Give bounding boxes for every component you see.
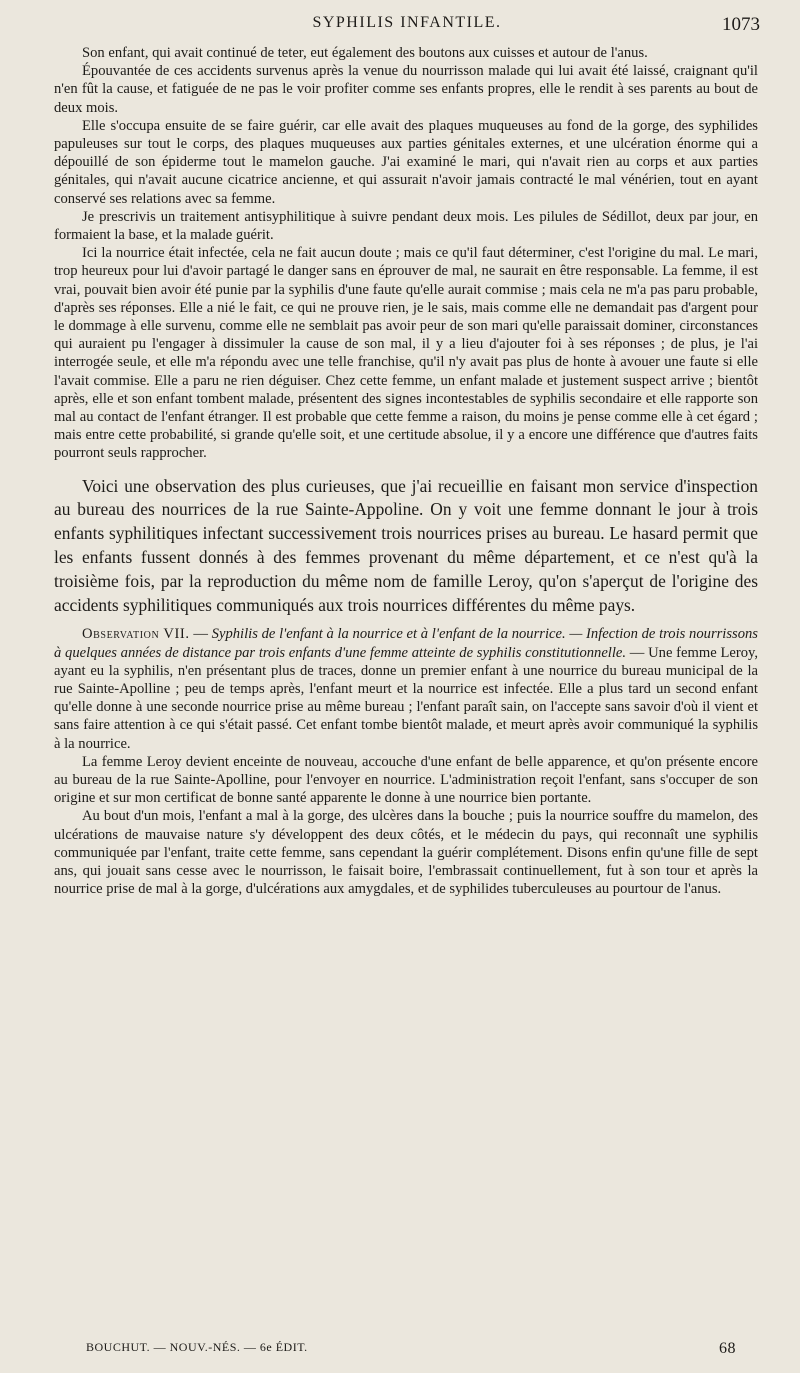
observation-text: — Une femme Leroy, ayant eu la syphilis, n'en présentant plus de traces, donne un premier enfant à une nourrice du bureau municipal de la rue Sainte-Apolline ; peu de temps après, l'enfant meurt et la nourrice est infectée. Elle a plus tard un second enfant qu'elle donne à une seconde nourrice prise au même bureau ; l'enfant paraît sain, on l'accepte sans savoir d'où il vient et sans faire attention à ce qui s'était passé. Cet enfant tombe bientôt malade, et meurt après avoir communiqué la syphilis à la nourrice. [54,644,758,752]
footer-imprint: BOUCHUT. — NOUV.-NÉS. — 6e ÉDIT. [86,1340,308,1354]
intro-paragraph: Voici une observation des plus curieuses, que j'ai recueillie en faisant mon service d'inspection au bureau des nourrices de la rue Sainte-Appoline. On y voit une femme donnant le jour à trois enfants syphilitiques infectant successivement trois nourrices prises au bureau. Le hasard permit que les enfants fussent donnés à des femmes provenant du même département, et ce n'est qu'à la troisième fois, par la reproduction du même nom de famille Leroy, qu'on s'aperçut de l'origine des accidents syphilitiques communiqués aux trois nourrices différentes du même pays. [54,475,758,615]
case-narrative [54,44,758,463]
paragraph: Je prescrivis un traitement antisyphilitique à suivre pendant deux mois. Les pilules de Sédillot, deux par jour, en formaient la base, et la malade guérit. [54,208,758,244]
page-header [54,14,760,40]
paragraph: Au bout d'un mois, l'enfant a mal à la gorge, des ulcères dans la bouche ; puis la nourrice souffre du mamelon, des ulcérations de mauvaise nature s'y développent des deux côtés, et le médecin du pays, qui reconnaît une syphilis communiquée par l'enfant, traite cette femme, sans cependant la guérir complétement. Disons enfin qu'une fille de sept ans, qui jouait sans cesse avec le nourrisson, le faisait boire, l'embrassait continuellement, fut à son tour et après la nourrice prise de mal à la gorge, d'ulcérations aux amygdales, et de syphilides tuberculeuses au pourtour de l'anus. [54,808,758,898]
paragraph: Épouvantée de ces accidents survenus après la venue du nourrisson malade qui lui avait été laissé, craignant qu'il n'en fût la cause, et fatiguée de ne pas le voir profiter comme ses enfants propres, elle le rendit à ses parents au bout de deux mois. [54,63,758,116]
page-number: 1073 [722,14,760,35]
observation-dash: — [189,626,212,643]
page-footer [86,1340,736,1360]
observation-label: Observation VII. [82,626,190,643]
paragraph: Son enfant, qui avait continué de teter, eut également des boutons aux cuisses et autour de l'anus. [82,45,648,61]
observation-continuation [54,753,758,899]
page-body [54,44,758,899]
observation-heading [54,625,758,752]
paragraph: Ici la nourrice était infectée, cela ne fait aucun doute ; mais ce qu'il faut déterminer, c'est l'origine du mal. Le mari, trop heureux pour lui d'avoir partagé le danger sans en éprouver de mal, ne saurait en être responsable. La femme, il est vrai, pouvait bien avoir été punie par la syphilis d'une faute qu'elle aurait commise ; mais cela ne m'a pas paru probable, d'après ses réponses. Elle a nié le fait, ce qui ne prouve rien, je le sais, mais comme elle ne demandait pas d'argent pour le dommage à elle survenu, comme elle ne semblait pas avoir peur de son mari qu'elle paraissait dominer, circonstances qui auraient pu l'engager à dissimuler la cause de son mal, il y a lieu d'ajouter foi à ses réponses ; de plus, je l'ai interrogée seule, et elle m'a répondu avec une telle franchise, qu'il n'y avait pas plus de honte à avouer une faute si elle l'avait commise. Elle a paru ne rien déguiser. Chez cette femme, un enfant malade et justement suspect arrive ; bientôt après, elle et son enfant tombent malade, présentent des signes incontestables de syphilis secondaire et elle rapporte son mal au contact de l'enfant étranger. Il est probable que cette femme a raison, du moins je pense comme elle à cet égard ; mais entre cette probabilité, si grande qu'elle soit, et une certitude absolue, il y a encore une différence que d'autres faits pourront seuls rapprocher. [54,245,758,462]
signature-mark: 68 [719,1340,736,1357]
paragraph: Elle s'occupa ensuite de se faire guérir, car elle avait des plaques muqueuses au fond de la gorge, des syphilides papuleuses sur tout le corps, des plaques muqueuses aux parties génitales externes, et une ulcération énorme qui a dépouillé de son épiderme tout le mamelon gauche. J'ai examiné le mari, qui n'avait rien au corps et aux parties génitales, qui n'avait aucune cicatrice ancienne, et qui assurait n'avoir jamais contracté le mal vénérien, tout en ayant conservé ses relations avec sa femme. [54,117,758,207]
running-head: SYPHILIS INFANTILE. [312,14,502,31]
observation-title: Syphilis de l'enfant à la nourrice et à l'enfant de la nourrice. — Infection de trois nourrissons à quelques années de distance par trois enfants d'une femme atteinte de syphilis constitutionnelle. [54,626,758,661]
paragraph: La femme Leroy devient enceinte de nouveau, accouche d'une enfant de belle apparence, et qu'on présente encore au bureau de la rue Sainte-Apolline, pour l'envoyer en nourrice. L'administration reçoit l'enfant, sans s'occuper de son origine et sur mon certificat de bonne santé apparente le donne à une nourrice bien portante. [54,753,758,807]
